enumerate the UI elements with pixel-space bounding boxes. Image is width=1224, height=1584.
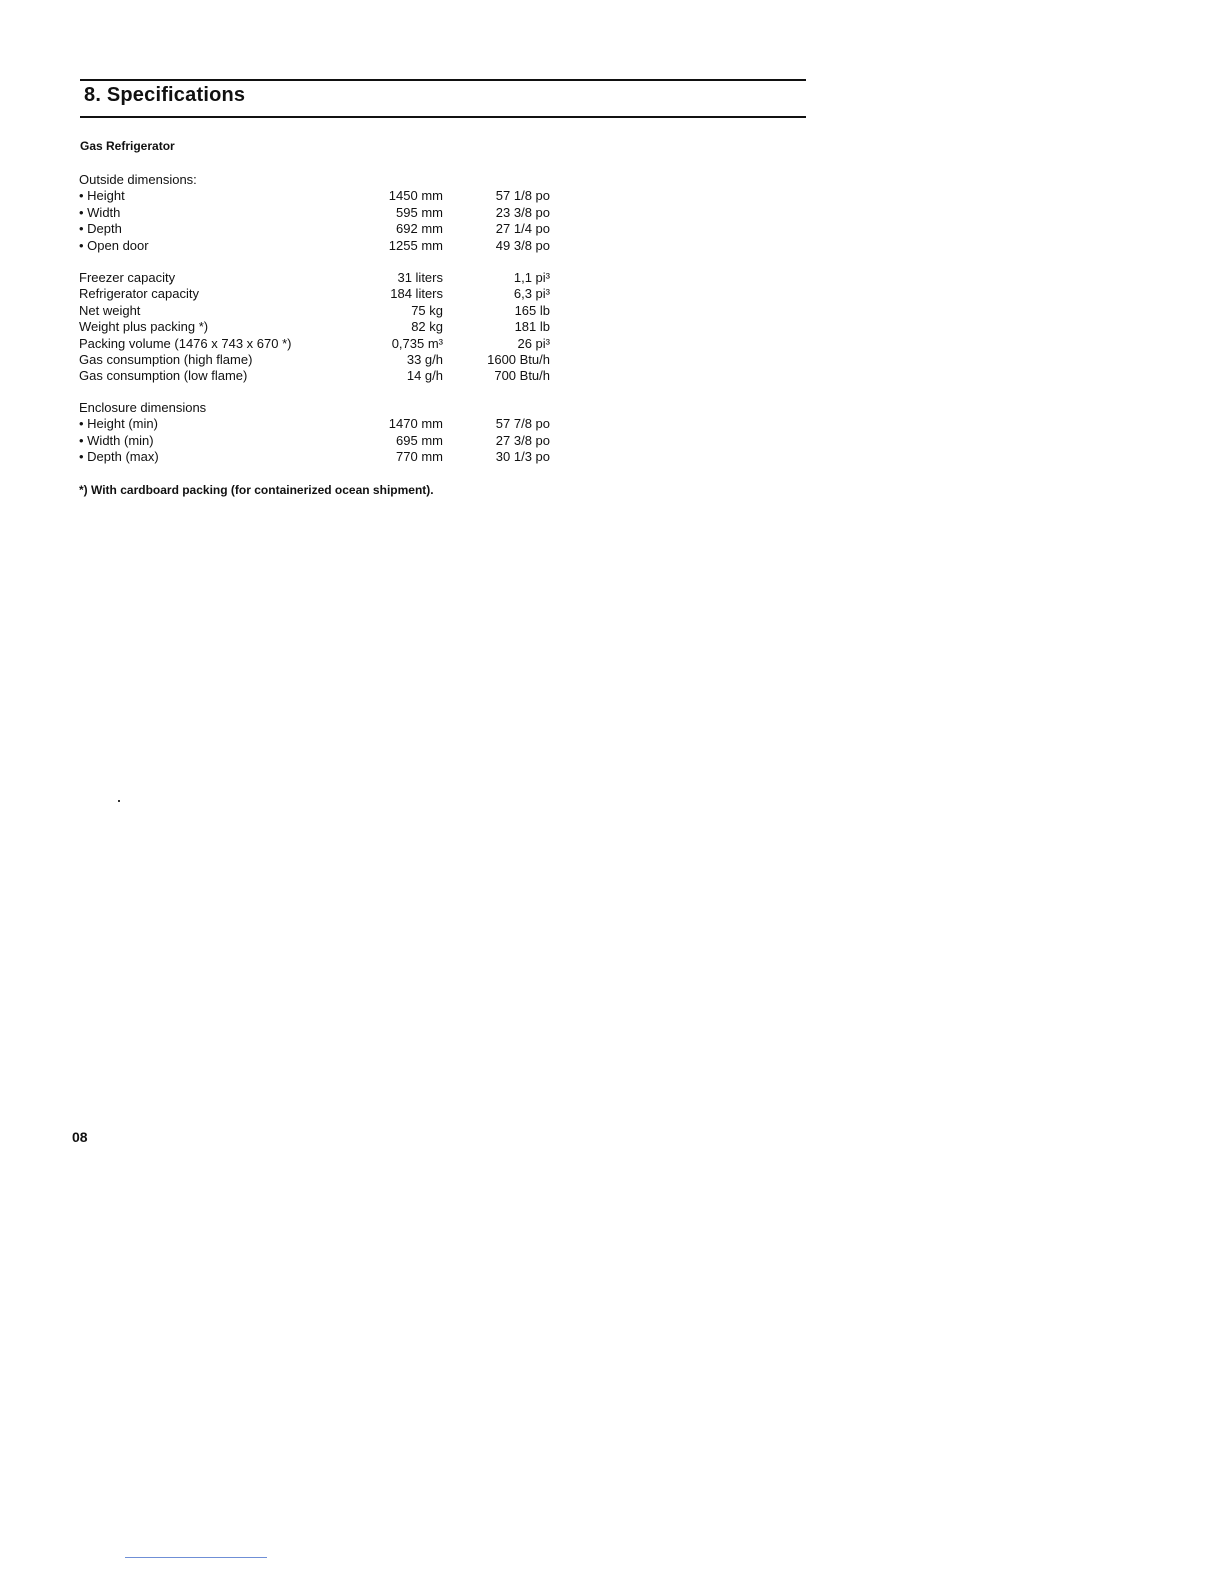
spec-row: [79, 188, 559, 204]
spec-metric-value: 595 mm: [396, 204, 443, 220]
spec-imperial-value: 6,3 pi³: [513, 286, 550, 302]
spec-row: [79, 336, 559, 352]
spec-imperial-value: 57 7/8 po: [495, 416, 550, 432]
spec-metric-value: 75 kg: [411, 302, 443, 318]
outside-dimensions-group: [79, 172, 559, 254]
section-top-rule: [80, 79, 806, 81]
group-heading-label: Outside dimensions:: [79, 172, 197, 187]
spec-label: Gas consumption (high flame): [79, 351, 253, 367]
spec-row: [79, 433, 559, 449]
spec-imperial-value: 700 Btu/h: [494, 368, 550, 384]
spec-metric-value: 1470 mm: [388, 416, 443, 432]
spec-label: • Open door: [79, 237, 149, 253]
spec-imperial-value: 1600 Btu/h: [487, 351, 550, 367]
capacity-group: [79, 270, 559, 385]
spec-label: • Width: [79, 204, 121, 220]
spec-row: [79, 352, 559, 368]
spec-label: Freezer capacity: [79, 270, 176, 285]
spec-row: [79, 303, 559, 319]
spec-metric-value: 692 mm: [396, 221, 443, 237]
spec-imperial-value: 49 3/8 po: [495, 237, 550, 253]
spec-label: Weight plus packing *): [79, 319, 209, 335]
spec-label: • Height (min): [79, 416, 158, 432]
spec-row: [79, 368, 559, 384]
section-title: 8. Specifications: [84, 84, 246, 106]
spec-label: Gas consumption (low flame): [79, 368, 248, 384]
spec-metric-value: 184 liters: [390, 286, 443, 302]
spec-metric-value: 82 kg: [411, 319, 443, 335]
spec-row: [79, 270, 559, 286]
spec-metric-value: 1255 mm: [388, 237, 443, 253]
section-bottom-rule: [80, 116, 806, 118]
spec-metric-value: 14 g/h: [406, 368, 443, 384]
spec-imperial-value: 27 3/8 po: [495, 432, 550, 448]
spec-imperial-value: 181 lb: [514, 319, 550, 335]
spec-label: • Depth (max): [79, 449, 159, 465]
spec-label: • Depth: [79, 221, 122, 237]
spec-imperial-value: 165 lb: [514, 302, 550, 318]
page-number: 08: [72, 1129, 88, 1145]
spec-row: [79, 319, 559, 335]
spec-row: [79, 221, 559, 237]
spec-imperial-value: 57 1/8 po: [495, 188, 550, 204]
spec-row: [79, 238, 559, 254]
bottom-decorative-line: [125, 1557, 267, 1558]
subheading: Gas Refrigerator: [80, 139, 175, 153]
spec-row: [79, 449, 559, 465]
spec-row: [79, 286, 559, 302]
spec-imperial-value: 30 1/3 po: [495, 449, 550, 465]
spec-row: [79, 205, 559, 221]
spec-metric-value: 31 liters: [397, 270, 443, 285]
spec-label: • Height: [79, 188, 125, 204]
spec-label: Refrigerator capacity: [79, 286, 199, 302]
spec-label: Net weight: [79, 302, 141, 318]
scan-speck: [118, 800, 120, 802]
spec-row: [79, 416, 559, 432]
group-heading: [79, 400, 559, 416]
spec-imperial-value: 27 1/4 po: [495, 221, 550, 237]
spec-metric-value: 0,735 m³: [391, 335, 443, 351]
spec-metric-value: 1450 mm: [388, 188, 443, 204]
spec-label: • Width (min): [79, 432, 154, 448]
group-heading: [79, 172, 559, 188]
spec-imperial-value: 26 pi³: [517, 335, 550, 351]
spec-imperial-value: 1,1 pi³: [513, 270, 550, 285]
spec-metric-value: 33 g/h: [406, 351, 443, 367]
enclosure-dimensions-group: [79, 400, 559, 466]
spec-imperial-value: 23 3/8 po: [495, 204, 550, 220]
spec-metric-value: 770 mm: [396, 449, 443, 465]
spec-label: Packing volume (1476 x 743 x 670 *): [79, 335, 292, 351]
footnote: *) With cardboard packing (for containerized ocean shipment).: [79, 483, 434, 497]
spec-metric-value: 695 mm: [396, 432, 443, 448]
group-heading-label: Enclosure dimensions: [79, 400, 207, 415]
